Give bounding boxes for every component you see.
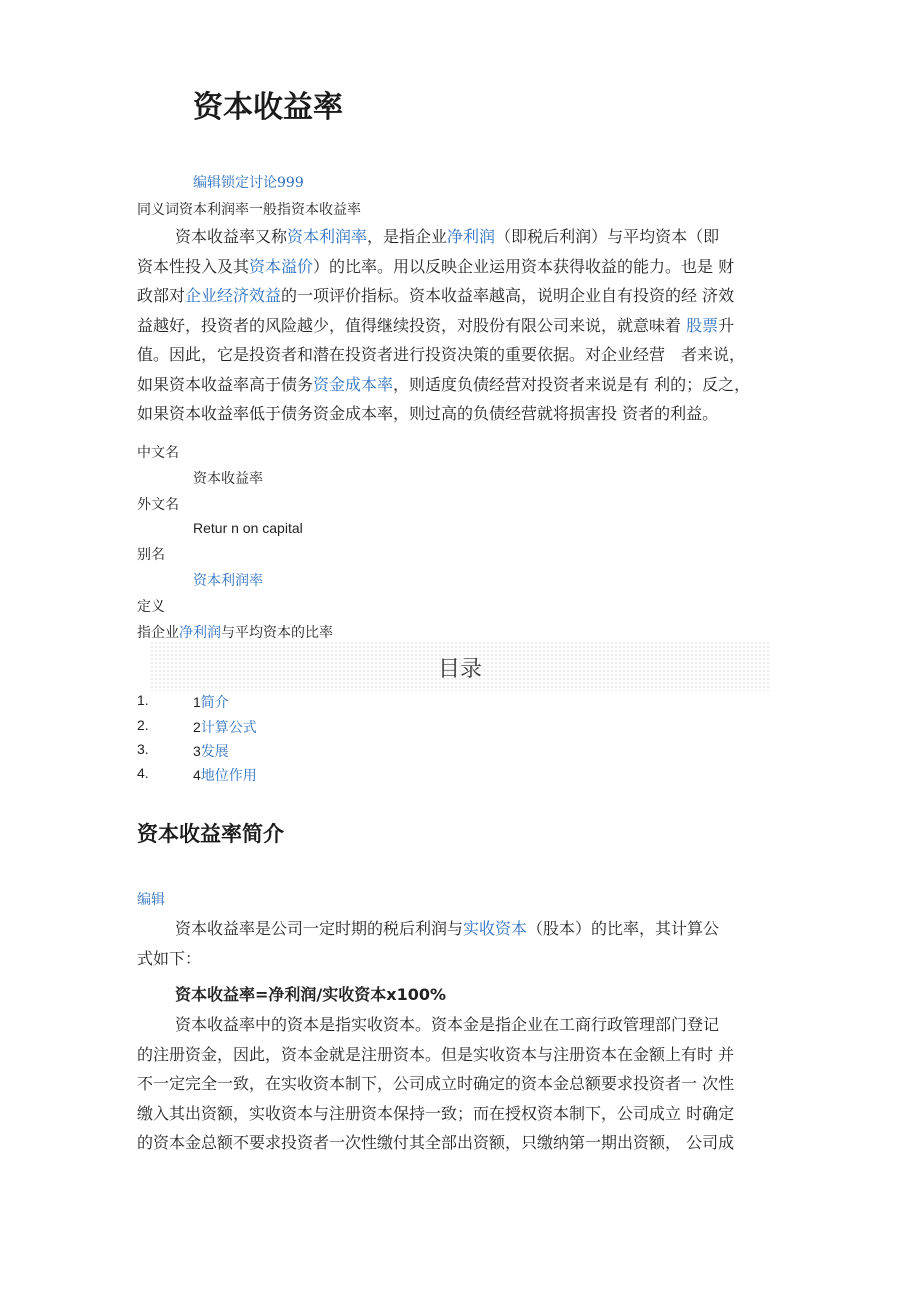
definition-text: 指企业 (137, 625, 179, 641)
intro-text: （即税后利润）与平均资本（即 (495, 227, 720, 246)
link-capital-premium[interactable]: 资本溢价 (249, 256, 314, 276)
link-enterprise-economic-benefit[interactable]: 企业经济效益 (185, 286, 282, 305)
section-text: 式如下： (137, 948, 202, 968)
toc-index: 4 (193, 767, 201, 783)
link-paid-in-capital[interactable]: 实收资本 (463, 919, 528, 938)
toc-link[interactable]: 地位作用 (200, 768, 257, 784)
toc-item-development[interactable] (193, 741, 229, 761)
formula-line: 资本收益率=净利润/实收资本x100% (175, 985, 447, 1004)
section-text: 不一定完全一致，在实收资本制下，公司成立时确定的资本金总额要求投资者一 次性 (137, 1074, 735, 1093)
intro-text: 的一项评价指标。资本收益率越高，说明企业自有投资的经 济效 (281, 286, 735, 305)
toc-number: 2. (137, 717, 149, 733)
link-net-profit-def[interactable]: 净利润 (179, 625, 221, 641)
link-net-profit[interactable]: 净利润 (447, 227, 496, 246)
toc-number: 4. (137, 765, 149, 781)
toc-item-role[interactable] (193, 765, 257, 785)
toc-number: 1. (137, 692, 149, 708)
definition-text: 与平均资本的比率 (221, 625, 333, 641)
intro-text: ）的比率。用以反映企业运用资本获得收益的能力。也是 财 (313, 256, 735, 276)
section-body-paragraph (137, 1010, 797, 1158)
infobox-definition-value (137, 622, 333, 642)
toc-index: 2 (193, 719, 201, 735)
intro-text: 益越好，投资者的风险越少，值得继续投资，对股份有限公司来说，就意味着 (137, 315, 687, 335)
intro-text: 资本收益率又称 (175, 227, 288, 246)
infobox-definition-label: 定义 (137, 599, 165, 615)
toc-item-formula[interactable] (193, 717, 257, 737)
link-capital-profit-rate[interactable]: 资本利润率 (287, 227, 368, 246)
toc-index: 3 (193, 743, 201, 759)
intro-text: 如果资本收益率低于债务资金成本率，则过高的负债经营就将损害投 资者的利益。 (137, 404, 719, 423)
infobox-en-name-value: Retur n on capital (193, 520, 303, 536)
link-stock[interactable]: 股票 (686, 315, 719, 335)
section-text: 资本收益率是公司一定时期的税后利润与 (175, 919, 464, 938)
toc-link[interactable]: 简介 (200, 695, 229, 711)
infobox-cn-name-value: 资本收益率 (193, 471, 263, 487)
infobox-alias-label: 别名 (137, 547, 165, 563)
section-text: 资本收益率中的资本是指实收资本。资本金是指企业在工商行政管理部门登记 (175, 1015, 720, 1034)
toc-item-intro[interactable] (193, 692, 229, 712)
edit-lock-discuss-links[interactable]: 编辑锁定讨论999 (193, 175, 304, 191)
section-text: 缴入其出资额，实收资本与注册资本保持一致；而在授权资本制下，公司成立 时确定 (137, 1103, 735, 1123)
link-capital-cost-rate[interactable]: 资金成本率 (313, 374, 394, 394)
section-text: （股本）的比率，其计算公 (527, 919, 720, 938)
intro-text: 值。因此，它是投资者和潜在投资者进行投资决策的重要依据。对企业经营 者来说， (137, 345, 746, 364)
intro-paragraph (137, 222, 797, 429)
section-text: 的注册资金，因此，资本金就是注册资本。但是实收资本与注册资本在金额上有时 并 (137, 1044, 735, 1064)
intro-text: ，是指企业 (367, 227, 448, 246)
section-heading-intro: 资本收益率简介 (137, 822, 284, 846)
infobox-en-name-label: 外文名 (137, 497, 179, 513)
intro-text: 如果资本收益率高于债务 (137, 374, 314, 394)
toc-number: 3. (137, 741, 149, 757)
section-intro-paragraph (137, 914, 797, 973)
synonym-line: 同义词资本利润率一般指资本收益率 (137, 202, 361, 218)
infobox-alias-link[interactable]: 资本利润率 (193, 573, 263, 589)
infobox-cn-name-label: 中文名 (137, 445, 179, 461)
intro-text: 资本性投入及其 (137, 256, 250, 276)
toc-title: 目录 (437, 657, 482, 682)
section-text: 的资本金总额不要求投资者一次性缴付其全部出资额，只缴纳第一期出资额， 公司成 (137, 1133, 735, 1152)
toc-link[interactable]: 计算公式 (200, 720, 257, 736)
intro-text: 政部对 (137, 286, 186, 305)
intro-text: 升 (718, 315, 735, 335)
toc-index: 1 (193, 694, 201, 710)
toc-link[interactable]: 发展 (200, 744, 229, 760)
page-title: 资本收益率 (193, 90, 343, 125)
intro-text: ，则适度负债经营对投资者来说是有 利的；反之， (393, 374, 751, 394)
table-of-contents-header (150, 641, 770, 691)
section-edit-link[interactable]: 编辑 (137, 892, 165, 908)
